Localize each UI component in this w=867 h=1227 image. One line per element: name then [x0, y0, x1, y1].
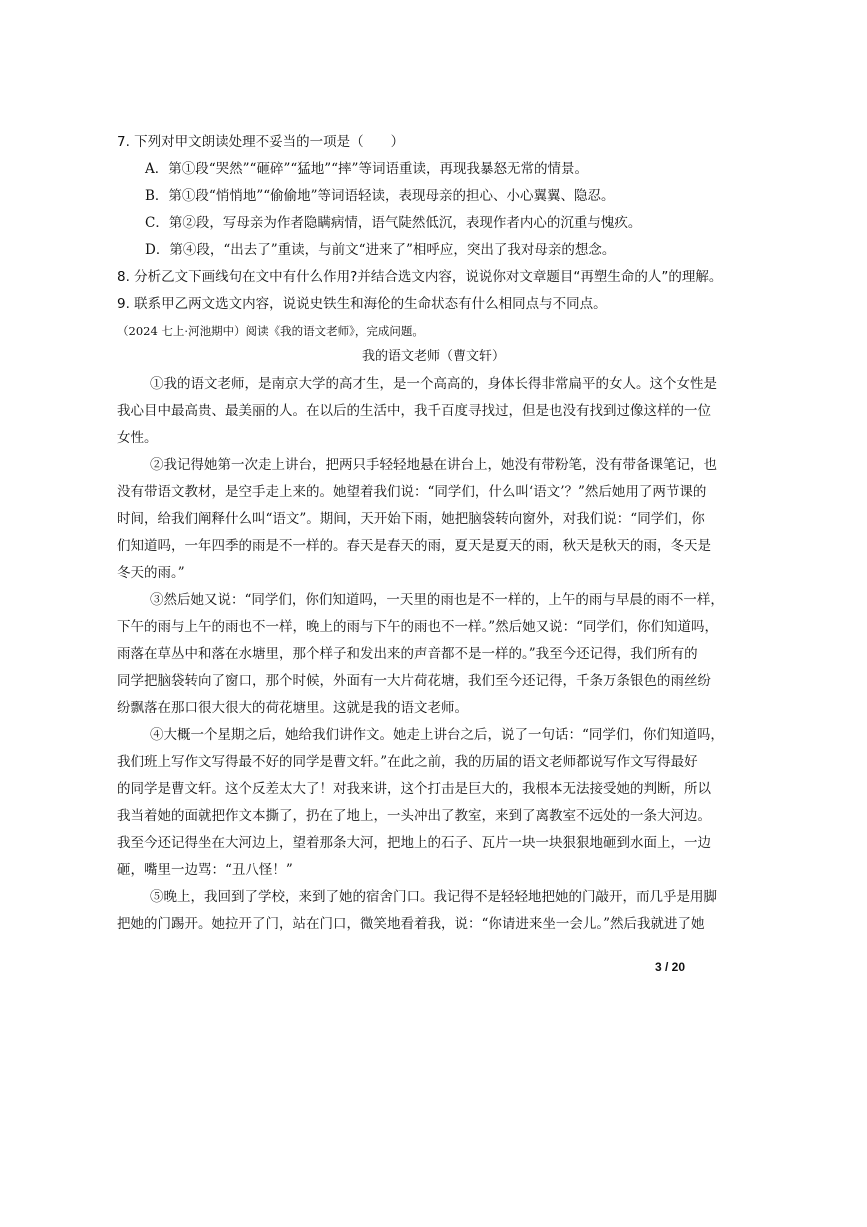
article-line: 没有带语文教材，是空手走上来的。她望着我们说：“同学们，什么叫‘语文’？”然后她用了两节课的	[117, 484, 707, 500]
article-line: 我至今还记得坐在大河边上，望着那条大河，把地上的石子、瓦片一块一块狠狠地砸到水面上，一边	[117, 835, 711, 851]
article-line: 同学把脑袋转向了窗口，那个时候，外面有一大片荷花塘，我们至今还记得，千条万条银色的雨丝纷	[117, 673, 711, 689]
article-line: ⑤晚上，我回到了学校，来到了她的宿舍门口。我记得不是轻轻地把她的门敲开，而几乎是用脚	[150, 889, 717, 905]
question-9: 9. 联系甲乙两文选文内容，说说史铁生和海伦的生命状态有什么相同点与不同点。	[117, 296, 607, 312]
article-line: 时间，给我们阐释什么叫“语文”。期间，天开始下雨，她把脑袋转向窗外，对我们说：“同学们，你	[117, 511, 705, 527]
article-line: ④大概一个星期之后，她给我们讲作文。她走上讲台之后，说了一句话：“同学们，你们知道吗，	[150, 727, 724, 743]
article-line: 我们班上写作文写得最不好的同学是曹文轩。”在此之前，我的历届的语文老师都说写作文写得最好	[117, 754, 698, 770]
article-line: 砸，嘴里一边骂：“丑八怪！”	[117, 862, 293, 878]
article-line: 冬天的雨。”	[117, 565, 185, 581]
option-d: D．第④段，“出去了”重读，与前文“进来了”相呼应，突出了我对母亲的想念。	[145, 242, 616, 258]
article-line: ②我记得她第一次走上讲台，把两只手轻轻地悬在讲台上，她没有带粉笔，没有带备课笔记，也	[150, 457, 717, 473]
question-7: 7. 下列对甲文朗读处理不妥当的一项是（ ）	[117, 134, 405, 150]
article-line: 我心目中最高贵、最美丽的人。在以后的生活中，我千百度寻找过，但是也没有找到过像这样的一位	[117, 403, 711, 419]
option-c: C．第②段，写母亲为作者隐瞒病情，语气陡然低沉，表现作者内心的沉重与愧疚。	[145, 215, 642, 231]
option-a: A．第①段“哭然”“砸碎”“猛地”“摔”等词语重读，再现我暴怒无常的情景。	[145, 161, 588, 177]
article-line: 纷飘落在那口很大很大的荷花塘里。这就是我的语文老师。	[117, 700, 468, 716]
article-line: ③然后她又说：“同学们，你们知道吗，一天里的雨也是不一样的，上午的雨与早晨的雨不一样，	[150, 592, 724, 608]
question-8: 8. 分析乙文下画线句在文中有什么作用?并结合选文内容，说说你对文章题目“再塑生命的人”的理解。	[117, 269, 723, 285]
article-line: 的同学是曹文轩。这个反差太大了！对我来讲，这个打击是巨大的，我根本无法接受她的判断，所以	[117, 781, 711, 797]
page-number: 3 / 20	[654, 960, 685, 974]
article-line: 女性。	[117, 430, 158, 446]
article-line: 雨落在草丛中和落在水塘里，那个样子和发出来的声音都不是一样的。”我至今还记得，我们所有的	[117, 646, 698, 662]
article-line: 们知道吗，一年四季的雨是不一样的。春天是春天的雨，夏天是夏天的雨，秋天是秋天的雨，冬天是	[117, 538, 711, 554]
article-line: 把她的门踢开。她拉开了门，站在门口，微笑地看着我，说：“你请进来坐一会儿。”然后我就进了她	[117, 916, 705, 932]
article-line: 我当着她的面就把作文本撕了，扔在了地上，一头冲出了教室，来到了离教室不远处的一条大河边。	[117, 808, 711, 824]
reading-source: （2024 七上·河池期中）阅读《我的语文老师》，完成问题。	[117, 324, 424, 338]
article-title: 我的语文老师（曹文轩）	[361, 349, 505, 364]
article-line: 下午的雨与上午的雨也不一样，晚上的雨与下午的雨也不一样。”然后她又说：“同学们，你们知道吗，	[117, 619, 719, 635]
article-line: ①我的语文老师，是南京大学的高才生，是一个高高的，身体长得非常扁平的女人。这个女性是	[150, 376, 717, 392]
option-b: B．第①段“悄悄地”“偷偷地”等词语轻读，表现母亲的担心、小心翼翼、隐忍。	[145, 188, 615, 204]
